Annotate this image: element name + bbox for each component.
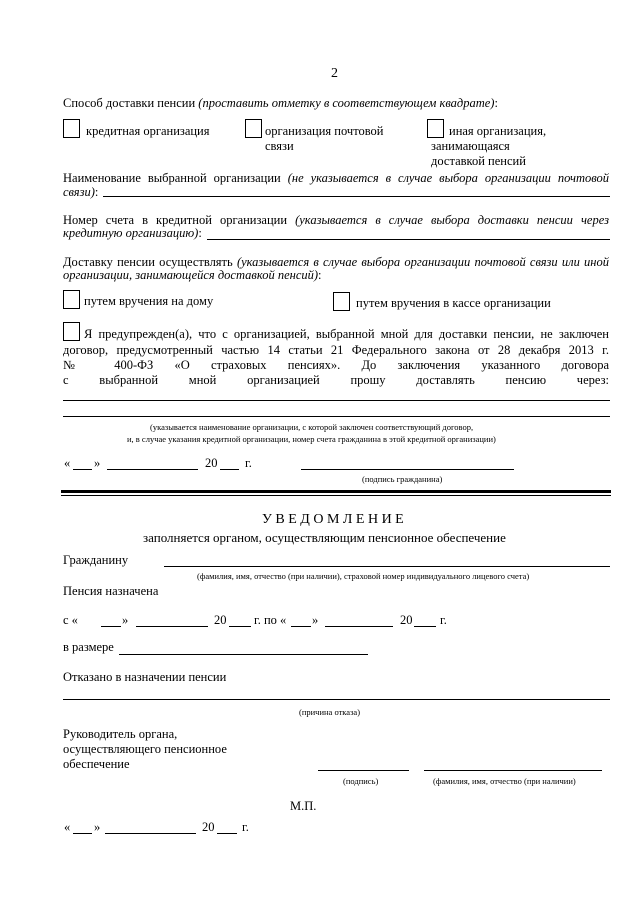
from-year-field[interactable] <box>229 626 251 627</box>
warning-line-3: № 400-ФЗ «О страховых пенсиях». До заключения указанного договора <box>63 358 609 372</box>
account-field[interactable] <box>207 239 610 240</box>
org-name-text: Наименование выбранной организации <box>63 171 288 185</box>
to-year-field[interactable] <box>414 626 436 627</box>
org-name-label <box>63 170 609 186</box>
citizen-signature-field[interactable] <box>301 469 514 470</box>
head-label-3: обеспечение <box>63 757 130 771</box>
checkbox-cashdesk-delivery[interactable] <box>333 292 350 311</box>
stamp-label: М.П. <box>290 799 317 813</box>
carry-hint-2-text: организации, занимающейся доставкой пенсий) <box>63 268 319 282</box>
carry-hint-2: организации, занимающейся доставкой пенсий): <box>63 268 322 282</box>
citizen-field[interactable] <box>164 566 610 567</box>
to-month-field[interactable] <box>325 626 393 627</box>
account-hint-2: кредитную организацию): <box>63 226 202 240</box>
account-text: Номер счета в кредитной организации <box>63 213 296 227</box>
carry-text: Доставку пенсии осуществлять <box>63 255 237 269</box>
citizen-signature-label: (подпись гражданина) <box>362 474 443 484</box>
carry-hint-1: (указывается в случае выбора организации почтовой связи или иной <box>236 255 609 269</box>
citizen-hint: (фамилия, имя, отчество (при наличии), страховой номер индивидуального лицевого счета) <box>197 571 530 581</box>
from-label: с « <box>63 613 78 627</box>
date1-year-field[interactable] <box>220 469 239 470</box>
date2-close: » <box>94 820 101 834</box>
head-label-2: осуществляющего пенсионное <box>63 742 227 756</box>
amount-label: в размере <box>63 640 114 654</box>
to-year: 20 <box>400 613 413 627</box>
org-name-hint-2: связи): <box>63 185 99 199</box>
warning-line-2: договор, предусмотренный частью 14 статьи 21 Федерального закона от 28 декабря 2013 г. <box>63 343 609 357</box>
account-hint-1: (указывается в случае выбора доставки пенсии через <box>295 213 609 227</box>
org-name-field[interactable] <box>103 196 610 197</box>
head-label-1: Руководитель органа, <box>63 727 178 741</box>
date1-year: 20 <box>205 456 218 470</box>
notice-subtitle: заполняется органом, осуществляющим пенсионное обеспечение <box>143 530 506 545</box>
delivery-org-field-1[interactable] <box>63 400 610 401</box>
date1-suffix: г. <box>245 456 252 470</box>
reason-hint: (причина отказа) <box>299 707 361 717</box>
date1-month-field[interactable] <box>107 469 198 470</box>
date1-close: » <box>94 456 101 470</box>
to-close-quote: » <box>312 613 319 627</box>
delivery-method-colon: : <box>494 96 498 110</box>
head-signature-field[interactable] <box>318 770 409 771</box>
checkbox-warning[interactable] <box>63 322 80 341</box>
home-delivery-label: путем вручения на дому <box>84 294 214 308</box>
date2-year: 20 <box>202 820 215 834</box>
option-other-label-1: иная организация, <box>449 124 547 138</box>
warning-line-4: с выбранной мной организацией прошу доставлять пенсию через: <box>63 373 609 387</box>
to-year-suffix: г. <box>440 613 447 627</box>
option-postal-label-2: связи <box>265 139 294 153</box>
delivery-org-field-2[interactable] <box>63 416 610 417</box>
checkbox-postal-organization[interactable] <box>245 119 262 138</box>
checkbox-other-organization[interactable] <box>427 119 444 138</box>
date2-suffix: г. <box>242 820 249 834</box>
date2-month-field[interactable] <box>105 833 196 834</box>
date2-open: « <box>64 820 71 834</box>
date2-year-field[interactable] <box>217 833 237 834</box>
hint-org-1: (указывается наименование организации, с которой заключен соответствующий договор, <box>150 422 474 432</box>
notice-title: У В Е Д О М Л Е Н И Е <box>262 512 404 527</box>
head-signature-label: (подпись) <box>343 776 379 786</box>
separator-thick <box>61 490 611 493</box>
delivery-method-text: Способ доставки пенсии <box>63 96 199 110</box>
org-name-hint-1: (не указывается в случае выбора организации почтовой <box>287 171 609 185</box>
delivery-method-hint: (проставить отметку в соответствующем квадрате) <box>198 96 495 110</box>
citizen-label: Гражданину <box>63 553 129 567</box>
from-close-quote: » <box>122 613 129 627</box>
option-other-label-3: доставкой пенсий <box>431 154 526 168</box>
refused-label: Отказано в назначении пенсии <box>63 670 227 684</box>
from-year: 20 <box>214 613 227 627</box>
option-other-label-2: занимающаяся <box>431 139 510 153</box>
separator-thin <box>61 495 611 496</box>
head-fio-field[interactable] <box>424 770 602 771</box>
reason-field[interactable] <box>63 699 610 700</box>
warning-line-1: Я предупрежден(а), что с организацией, выбранной мной для доставки пенсии, не заключен <box>84 327 609 341</box>
checkbox-credit-organization[interactable] <box>63 119 80 138</box>
pension-assigned-label: Пенсия назначена <box>63 584 159 598</box>
hint-org-2: и, в случае указания кредитной организации, номер счета гражданина в этой кредитной организации) <box>127 434 496 444</box>
to-day-field[interactable] <box>291 626 311 627</box>
to-label: г. по « <box>254 613 287 627</box>
date1-open: « <box>64 456 71 470</box>
option-credit-label: кредитная организация <box>86 124 210 138</box>
date2-day-field[interactable] <box>73 833 92 834</box>
amount-field[interactable] <box>119 654 368 655</box>
from-month-field[interactable] <box>136 626 208 627</box>
option-postal-label-1: организация почтовой <box>265 124 384 138</box>
org-name-hint-2-text: связи) <box>63 185 95 199</box>
checkbox-home-delivery[interactable] <box>63 290 80 309</box>
account-hint-2-text: кредитную организацию) <box>63 226 199 240</box>
cashdesk-delivery-label: путем вручения в кассе организации <box>356 296 551 310</box>
page-number: 2 <box>331 66 338 81</box>
date1-day-field[interactable] <box>73 469 92 470</box>
from-day-field[interactable] <box>101 626 121 627</box>
head-fio-label: (фамилия, имя, отчество (при наличии) <box>433 776 576 786</box>
delivery-method-label <box>63 96 498 111</box>
